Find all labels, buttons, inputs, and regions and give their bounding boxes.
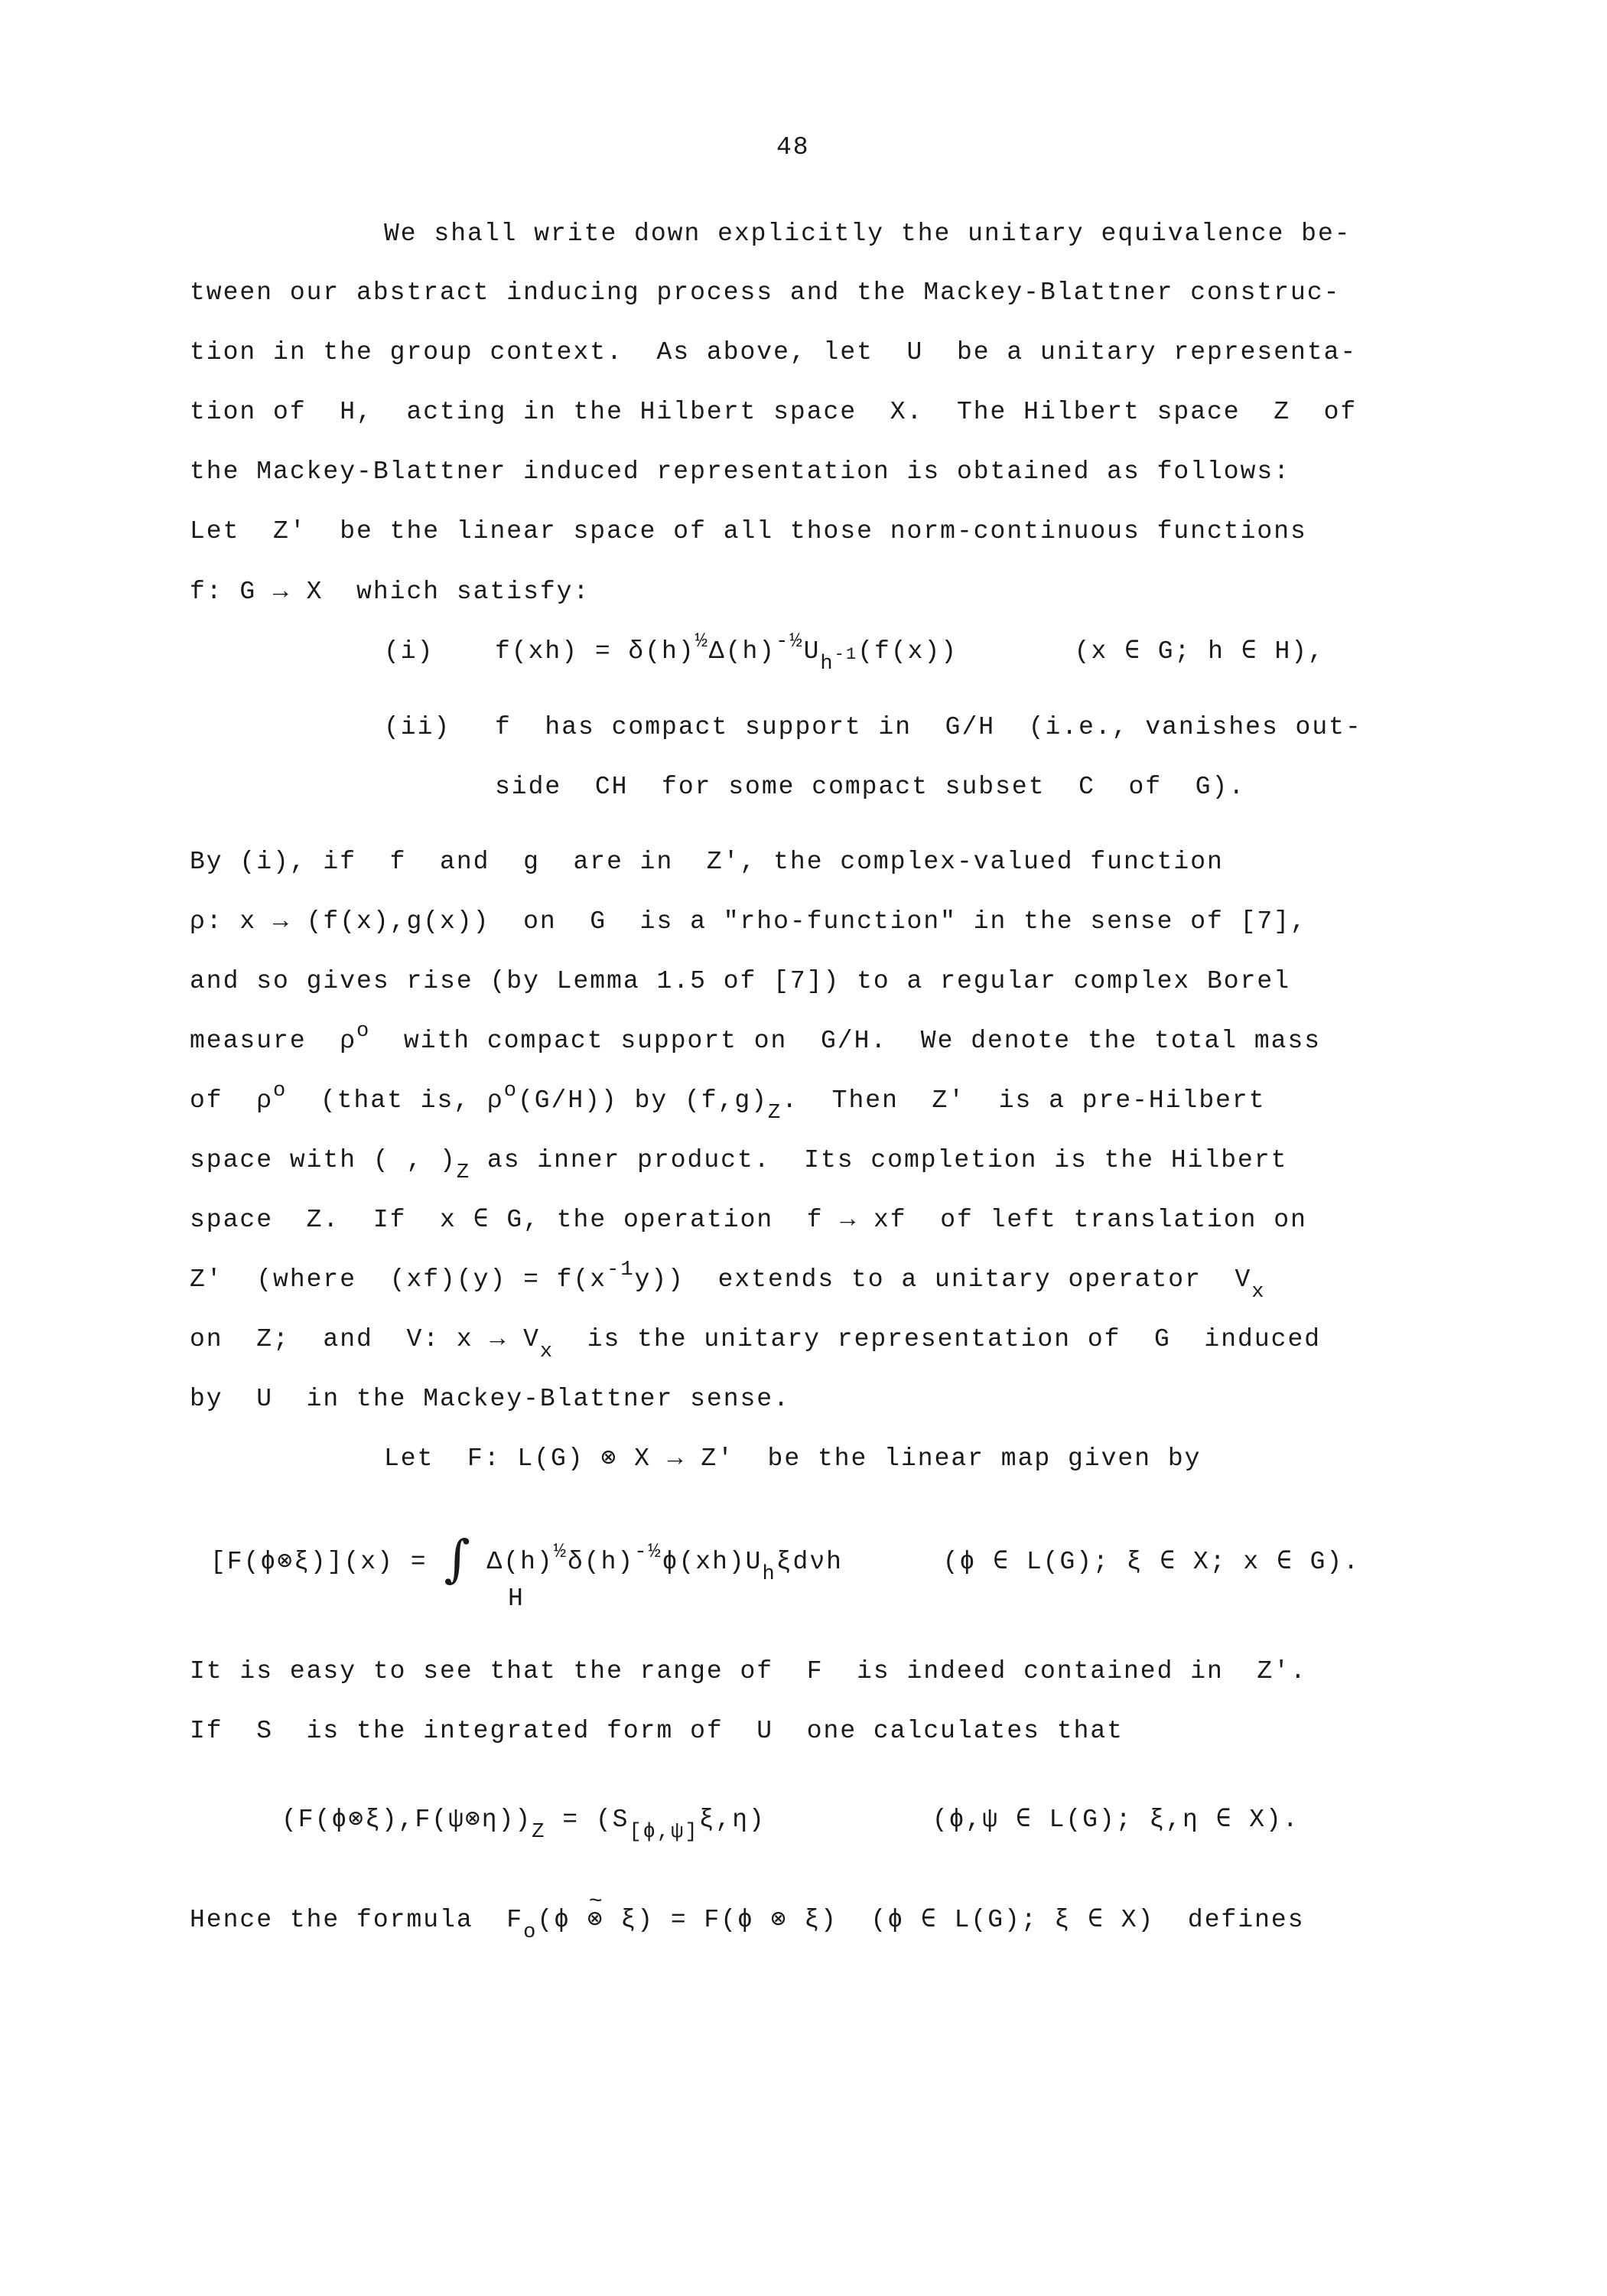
page-number: 48 [776,133,810,161]
text-line: f: G → X which satisfy: [190,578,590,606]
condition-ii-text: side CH for some compact subset C of G). [495,773,1246,801]
text-line: ρ: x → (f(x),g(x)) on G is a "rho-function" in the sense of [7], [190,907,1307,936]
text-line: by U in the Mackey-Blattner sense. [190,1385,790,1413]
inner-product-formula: $(F(\phi\otimes\xi),F(\psi\otimes\eta))_Z = (S_{[\phi,\psi]}\xi,\eta)$ (ϕ,ψ ∈ L(G); ξ,η ∈ X). [281,1806,1300,1844]
text-line: tion of H, acting in the Hilbert space X. The Hilbert space Z of [190,398,1358,426]
condition-ii-text: f has compact support in G/H (i.e., vanishes out- [495,713,1362,741]
text-line: space Z. If x ∈ G, the operation f → xf of left translation on [190,1206,1307,1234]
text-line: Let F: L(G) ⊗ X → Z' be the linear map given by [384,1444,1202,1473]
integral-subscript: H [508,1584,525,1613]
text-line: Z' (where $(xf)(y) = f(x^{-1}y)$) extends to a unitary operator $V_x$ [190,1258,1266,1304]
text-line: By (i), if f and g are in Z', the complex-valued function [190,848,1224,876]
text-line: space with ( , )$_Z$ as inner product. Its completion is the Hilbert [190,1146,1288,1184]
condition-i-formula: $f(xh) = \delta(h)^{\frac{1}{2}}\Delta(h)^{-\frac{1}{2}}U_{h^{-1}}(f(x))$ (x ∈ G; h ∈ H), [495,630,1325,676]
tilde-tensor-symbol: ~ ⊗ [587,1907,604,1933]
text-line: tween our abstract inducing process and the Mackey-Blattner construc- [190,278,1341,307]
text-line: It is easy to see that the range of F is indeed contained in Z'. [190,1657,1307,1685]
text-line: Let Z' be the linear space of all those norm-continuous functions [190,517,1307,546]
condition-i-label: (i) [384,637,434,666]
text-line: on Z; and V: $x \to V_x$ is the unitary representation of G induced [190,1325,1322,1363]
text-line: the Mackey-Blattner induced representation is obtained as follows: [190,458,1291,486]
integral-formula: [F(ϕ⊗ξ)](x) = ∫ $\Delta(h)^{\frac{1}{2}}\delta(h)^{-\frac{1}{2}}\phi(xh)U_h\xi d\nu h$ (ϕ ∈ L(G); ξ ∈ X; x ∈ G). [210,1529,1361,1588]
integral-sign: ∫ [444,1529,470,1588]
text-line: and so gives rise (by Lemma 1.5 of [7]) to a regular complex Borel [190,967,1291,995]
text-line: We shall write down explicitly the unitary equivalence be- [384,220,1352,248]
text-line: measure $\rho^o$ with compact support on G/H. We denote the total mass [190,1019,1322,1055]
text-line: Hence the formula $F_o(\phi$ ~ ⊗ ξ) = F(ϕ ⊗ ξ) (ϕ ∈ L(G); ξ ∈ X) defines [190,1907,1305,1933]
text-line: tion in the group context. As above, let U be a unitary representa- [190,338,1358,366]
condition-ii-label: (ii) [384,713,451,741]
text-line: If S is the integrated form of U one calculates that [190,1717,1124,1745]
text-line: of $\rho^o$ (that is, $\rho^o(G/H)$) by $(f,g)_Z$. Then Z' is a pre-Hilbert [190,1079,1266,1125]
